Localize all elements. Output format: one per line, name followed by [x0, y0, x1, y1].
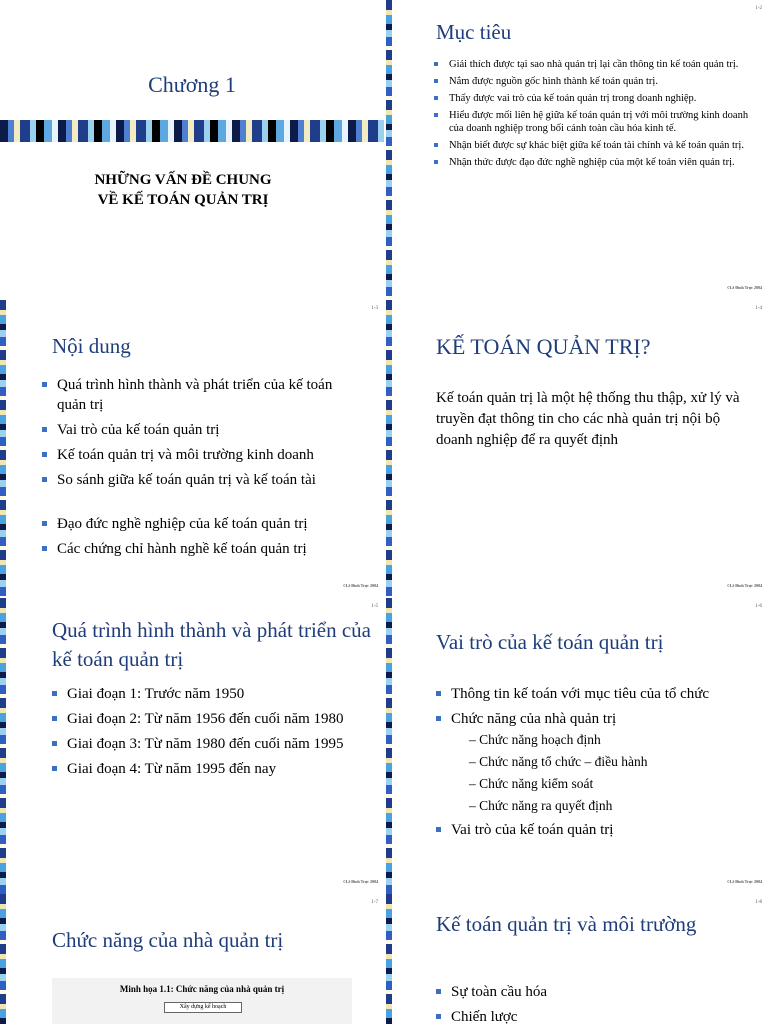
- slide-1-subtitle: [0, 170, 366, 210]
- subtitle-line-2: VỀ KẾ TOÁN QUẢN TRỊ: [97, 192, 269, 208]
- sub-list: [469, 731, 736, 815]
- slide-4-title: KẾ TOÁN QUẢN TRỊ?: [436, 334, 651, 359]
- list-item: Hiểu được mối liên hệ giữa kế toán quản trị với môi trường kinh doanh của doanh nghiệp trong bối cảnh toàn cầu hóa kinh tế.: [434, 109, 756, 135]
- slide-number: 1-2: [755, 6, 762, 11]
- definition-paragraph: Kế toán quản trị là một hệ thống thu thập, xử lý và truyền đạt thông tin cho các nhà quản trị nội bộ doanh nghiệp để ra quyết định: [436, 390, 740, 448]
- slide-3: [0, 300, 384, 598]
- figure-box: Xây dựng kế hoạch: [164, 1002, 242, 1013]
- roles-list: [436, 684, 736, 845]
- sub-item: – Chức năng hoạch định: [469, 732, 601, 747]
- decorative-stripe: [386, 598, 392, 894]
- slide-footer: ©Lê Đình Trực 2004: [726, 879, 762, 884]
- slide-number: 1-3: [371, 306, 378, 311]
- figure-area: [52, 978, 352, 1024]
- list-item: [436, 709, 736, 815]
- list-item: Giải thích được tại sao nhà quản trị lại cần thông tin kế toán quản trị.: [434, 58, 756, 71]
- environment-list: [436, 982, 736, 1024]
- contents-list-continued: [42, 514, 362, 564]
- sub-item: – Chức năng ra quyết định: [469, 798, 613, 813]
- slide-2: [386, 0, 768, 300]
- sub-item: – Chức năng kiểm soát: [469, 776, 594, 791]
- decorative-stripe: [0, 598, 6, 894]
- stages-list: [52, 684, 364, 784]
- list-item: Các chứng chỉ hành nghề kế toán quản trị: [42, 539, 362, 559]
- slide-1: [0, 0, 384, 300]
- slide-footer: ©Lê Đình Trực 2004: [342, 879, 378, 884]
- slide-3-title: Nội dung: [52, 334, 131, 358]
- slide-number: 1-7: [371, 900, 378, 905]
- list-item: Vai trò của kế toán quản trị: [42, 420, 362, 440]
- list-item: Nhận thức được đạo đức nghề nghiệp của một kế toán viên quản trị.: [434, 156, 756, 169]
- list-item: Đạo đức nghề nghiệp của kế toán quản trị: [42, 514, 362, 534]
- decorative-stripe: [0, 894, 6, 1024]
- list-item: Thấy được vai trò của kế toán quản trị trong doanh nghiệp.: [434, 92, 756, 105]
- list-item: Nắm được nguồn gốc hình thành kế toán quản trị.: [434, 75, 756, 88]
- figure-caption: Minh họa 1.1: Chức năng của nhà quản trị: [119, 984, 285, 994]
- list-item: Giai đoạn 1: Trước năm 1950: [52, 684, 364, 704]
- slide-footer: ©Lê Đình Trực 2004: [726, 583, 762, 588]
- list-item: Kế toán quản trị và môi trường kinh doanh: [42, 445, 362, 465]
- list-item: Giai đoạn 3: Từ năm 1980 đến cuối năm 1995: [52, 734, 364, 754]
- slide-8-title: Kế toán quản trị và môi trường: [436, 912, 697, 936]
- slide-1-title: Chương 1: [148, 72, 236, 97]
- list-item: So sánh giữa kế toán quản trị và kế toán tài: [42, 470, 362, 490]
- decorative-stripe: [386, 894, 392, 1024]
- decorative-band: [0, 120, 384, 142]
- decorative-stripe: [0, 300, 6, 598]
- list-item: Sự toàn cầu hóa: [436, 982, 736, 1002]
- list-item: Chiến lược: [436, 1007, 736, 1024]
- objectives-list: [434, 58, 756, 173]
- slide-number: 1-4: [755, 306, 762, 311]
- list-item: Giai đoạn 4: Từ năm 1995 đến nay: [52, 759, 364, 779]
- slide-footer: ©Lê Đình Trực 2004: [342, 583, 378, 588]
- subtitle-line-1: NHỮNG VẤN ĐỀ CHUNG: [94, 172, 272, 188]
- slide-number: 1-8: [755, 900, 762, 905]
- decorative-stripe: [386, 300, 392, 598]
- slide-number: 1-5: [371, 604, 378, 609]
- sub-item: – Chức năng tổ chức – điều hành: [469, 754, 648, 769]
- slide-8: [386, 894, 768, 1024]
- list-item: Quá trình hình thành và phát triển của kế toán quản trị: [42, 375, 362, 415]
- decorative-stripe: [386, 0, 392, 300]
- slide-6: [386, 598, 768, 894]
- list-item-label: Chức năng của nhà quản trị: [451, 711, 617, 727]
- slide-5: [0, 598, 384, 894]
- list-item: Thông tin kế toán với mục tiêu của tổ chức: [436, 684, 736, 704]
- list-item: Giai đoạn 2: Từ năm 1956 đến cuối năm 1980: [52, 709, 364, 729]
- slide-7-title: Chức năng của nhà quản trị: [52, 928, 284, 952]
- slide-4: [386, 300, 768, 598]
- slide-2-title: Mục tiêu: [436, 20, 512, 44]
- list-item: Vai trò của kế toán quản trị: [436, 820, 736, 840]
- contents-list: [42, 375, 362, 495]
- slide-number: 1-6: [755, 604, 762, 609]
- slide-7: [0, 894, 384, 1024]
- slide-5-title: Quá trình hình thành và phát triển của kế toán quản trị: [52, 618, 371, 671]
- slide-footer: ©Lê Đình Trực 2004: [726, 285, 762, 290]
- slide-6-title: Vai trò của kế toán quản trị: [436, 630, 664, 654]
- list-item: Nhận biết được sự khác biệt giữa kế toán tài chính và kế toán quản trị.: [434, 139, 756, 152]
